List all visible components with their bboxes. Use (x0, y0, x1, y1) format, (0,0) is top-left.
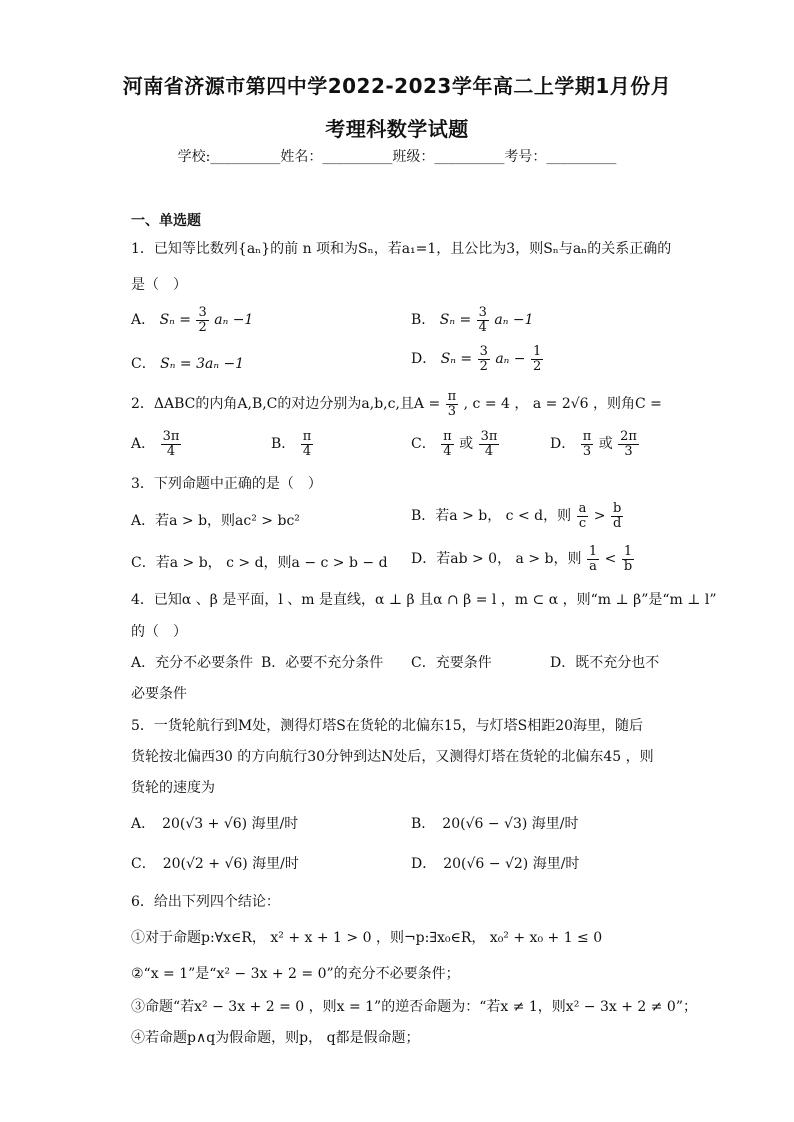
q6-conclusion-1: ①对于命题p:∀x∈R， x² + x + 1 > 0 ，则¬p:∃x₀∈R， x₀² + x₀ + 1 ≤ 0 (131, 930, 603, 946)
fraction: $\frac{2\pi}{3}$ (620, 429, 637, 459)
math-text: aₙ − (495, 351, 526, 368)
q3-option-a: A．若a > b，则ac² > bc² (131, 513, 300, 529)
q2-option-a (131, 430, 182, 458)
q2-stem (131, 390, 662, 418)
q2-stem-text: 2．ΔABC的内角A,B,C的对边分别为a,b,c,且A = (131, 396, 441, 413)
q4-option-a: A．充分不必要条件 (131, 655, 254, 671)
option-label: C． (131, 356, 156, 372)
q6-conclusion-4: ④若命题p∧q为假命题，则p， q都是假命题； (131, 1030, 420, 1046)
q2-option-c (411, 430, 500, 458)
q6-stem: 6．给出下列四个结论： (131, 894, 280, 910)
fraction: $\frac{\pi}{3}$ (582, 429, 592, 459)
q2-option-b (271, 430, 314, 458)
math-text: aₙ −1 (214, 312, 254, 329)
q5-stem-line3: 货轮的速度为 (131, 780, 215, 796)
student-info-line: 学校:__________姓名：__________班级：__________考号：__________ (177, 149, 617, 165)
q1-option-b (411, 306, 534, 334)
q3-stem: 3．下列命题中正确的是（ ） (131, 476, 322, 492)
q1-stem-line2: 是（ ） (131, 277, 187, 293)
q1-option-d (411, 345, 544, 373)
q4-stem-line2: 的（ ） (131, 624, 187, 640)
fraction: $\frac{3\pi}{4}$ (480, 429, 498, 459)
q4-option-c: C．充要条件 (411, 655, 492, 671)
math-text: < (604, 551, 617, 568)
option-label: D． (550, 436, 576, 453)
math-text: Sₙ = 3aₙ −1 (160, 356, 245, 372)
option-label: B． (411, 312, 436, 329)
q2-stem-text: , c = 4 ， a = 2√6 ，则角C = (463, 396, 662, 413)
math-text: Sₙ = (440, 351, 473, 368)
option-label: A． (131, 436, 156, 453)
math-text: > (593, 508, 606, 525)
page-title-line2: 考理科数学试题 (325, 117, 469, 141)
math-text: aₙ −1 (494, 312, 534, 329)
section-title: 一、单选题 (131, 213, 201, 229)
q1-option-c (131, 353, 244, 373)
q6-conclusion-3: ③命题“若x² − 3x + 2 = 0 ，则x = 1”的逆否命题为：“若x ≠ 1，则x² − 3x + 2 ≠ 0”； (131, 999, 697, 1015)
option-label: A． (131, 312, 156, 329)
q1-option-a (131, 306, 253, 334)
fraction: $\frac{\pi}{3}$ (447, 389, 457, 419)
fraction: $\frac{3}{2}$ (479, 344, 488, 374)
q3-option-b (411, 502, 624, 530)
fraction: $\frac{3\pi}{4}$ (162, 429, 180, 459)
option-label: D． (411, 351, 437, 368)
or-text: 或 (459, 436, 474, 453)
q6-conclusion-2: ②“x = 1”是“x² − 3x + 2 = 0”的充分不必要条件； (131, 966, 460, 982)
q3-option-c: C．若a > b， c > d，则a − c > b − d (131, 555, 388, 571)
q4-option-d: D．既不充分也不 (550, 655, 660, 671)
q5-stem-line2: 货轮按北偏西30 的方向航行30分钟到达N处后，又测得灯塔在货轮的北偏东45 ，则 (131, 749, 654, 765)
fraction: $\frac{b}{d}$ (612, 501, 622, 531)
q1-stem-line1: 1．已知等比数列{aₙ}的前 n 项和为Sₙ，若a₁=1，且公比为3，则Sₙ与aₙ的关系正确的 (131, 241, 672, 257)
q5-option-d: D． 20(√6 − √2) 海里/时 (411, 856, 580, 872)
option-text: B．若a > b， c < d，则 (411, 508, 572, 525)
q5-option-c: C． 20(√2 + √6) 海里/时 (131, 856, 299, 872)
q2-option-d (550, 430, 640, 458)
fraction: $\frac{1}{2}$ (532, 344, 542, 374)
option-text: D．若ab > 0， a > b，则 (411, 551, 582, 568)
q4-option-b: B．必要不充分条件 (261, 655, 384, 671)
q5-option-b: B． 20(√6 − √3) 海里/时 (411, 816, 579, 832)
math-text: Sₙ = (159, 312, 192, 329)
q4-stem-line1: 4．已知α 、β 是平面，l 、m 是直线，α ⊥ β 且α ∩ β = l ，m ⊂ α ，则“m ⊥ β”是“m ⊥ l” (131, 592, 717, 608)
fraction: $\frac{3}{4}$ (478, 305, 487, 335)
option-label: C． (411, 436, 436, 453)
fraction: $\frac{a}{c}$ (578, 501, 587, 531)
fraction: $\frac{\pi}{4}$ (302, 429, 312, 459)
fraction: $\frac{1}{a}$ (588, 544, 598, 574)
page-title-line1: 河南省济源市第四中学2022-2023学年高二上学期1月份月 (122, 74, 672, 98)
q5-stem-line1: 5．一货轮航行到M处，测得灯塔S在货轮的北偏东15，与灯塔S相距20海里，随后 (131, 718, 644, 734)
fraction: $\frac{1}{b}$ (623, 544, 633, 574)
q5-option-a: A． 20(√3 + √6) 海里/时 (131, 816, 299, 832)
fraction: $\frac{3}{2}$ (198, 305, 207, 335)
math-text: Sₙ = (439, 312, 472, 329)
q4-option-d-cont: 必要条件 (131, 686, 187, 702)
option-label: B． (271, 436, 296, 453)
or-text: 或 (598, 436, 613, 453)
fraction: $\frac{\pi}{4}$ (443, 429, 452, 459)
q3-option-d (411, 545, 635, 573)
